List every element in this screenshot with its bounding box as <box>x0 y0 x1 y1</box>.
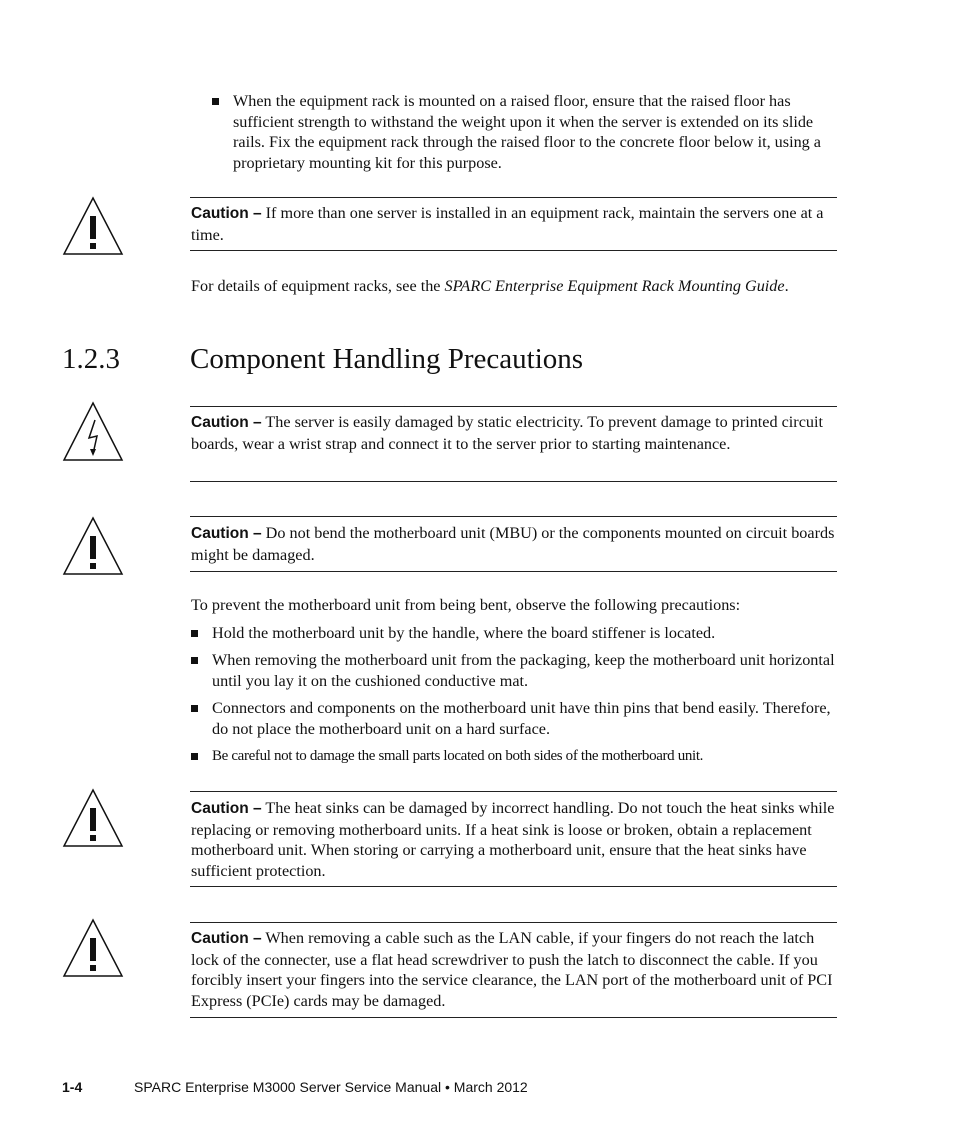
caution-label: Caution – <box>191 205 262 222</box>
bullet-marker <box>191 657 198 664</box>
caution-block <box>191 523 839 565</box>
caution-text: Do not bend the motherboard unit (MBU) or the components mounted on circuit boards might be damaged. <box>191 524 835 564</box>
raised-floor-bullet: When the equipment rack is mounted on a raised floor, ensure that the raised floor has sufficient strength to withstand the weight upon it when the server is extended on its slide rails. Fix the equipment rack through the raised floor to the concrete floor below it, using a proprietary mounting kit for this purpose. <box>233 92 821 172</box>
caution-bottom-rule <box>190 886 837 887</box>
caution-top-rule <box>190 406 837 407</box>
warning-icon <box>62 788 124 848</box>
footer-text <box>134 1079 528 1095</box>
caution-top-rule <box>190 922 837 923</box>
caution-block <box>191 798 839 881</box>
manual-title: SPARC Enterprise M3000 Server Service Manual <box>134 1079 442 1095</box>
racks-suffix: . <box>784 277 789 295</box>
caution-bottom-rule <box>190 481 837 482</box>
caution-top-rule <box>190 516 837 517</box>
list-item: When removing the motherboard unit from the packaging, keep the motherboard unit horizontal until you lay it on the cushioned conductive mat. <box>212 651 835 690</box>
bullet-marker <box>191 630 198 637</box>
caution-text: The heat sinks can be damaged by incorrect handling. Do not touch the heat sinks while replacing or removing motherboard units. If a heat sink is loose or broken, obtain a replacement motherboard unit. When storing or carrying a motherboard unit, ensure that the heat sinks have sufficient protection. <box>191 799 835 880</box>
caution-top-rule <box>190 791 837 792</box>
caution-bottom-rule <box>190 250 837 251</box>
warning-icon <box>62 516 124 576</box>
racks-prefix: For details of equipment racks, see the <box>191 277 445 295</box>
page-number: 1-4 <box>62 1079 83 1095</box>
bullet-marker <box>212 98 219 105</box>
warning-icon <box>62 918 124 978</box>
caution-block <box>191 928 839 1011</box>
section-number: 1.2.3 <box>62 343 120 375</box>
caution-bottom-rule <box>190 571 837 572</box>
caution-text: The server is easily damaged by static electricity. To prevent damage to printed circuit boards, wear a wrist strap and connect it to the server prior to starting maintenance. <box>191 413 823 453</box>
caution-block <box>191 412 839 454</box>
precautions-intro: To prevent the motherboard unit from being bent, observe the following precautions: <box>191 596 741 614</box>
caution-text: If more than one server is installed in an equipment rack, maintain the servers one at a time. <box>191 204 824 244</box>
lightning-warning-icon <box>62 401 124 462</box>
caution-label: Caution – <box>191 414 262 431</box>
footer-date: March 2012 <box>453 1079 528 1095</box>
caution-bottom-rule <box>190 1017 837 1018</box>
list-item: Connectors and components on the motherboard unit have thin pins that bend easily. Therefore, do not place the motherboard unit on a hard surface. <box>212 699 831 738</box>
section-title: Component Handling Precautions <box>190 343 584 375</box>
caution-label: Caution – <box>191 525 262 542</box>
caution-block <box>191 203 839 245</box>
bullet-marker <box>191 705 198 712</box>
warning-icon <box>62 196 124 256</box>
caution-text: When removing a cable such as the LAN cable, if your fingers do not reach the latch lock of the connecter, use a flat head screwdriver to push the latch to disconnect the cable. If you forcibly insert your fingers into the service clearance, the LAN port of the motherboard unit of PCI Express (PCIe) cards may be damaged. <box>191 929 833 1010</box>
caution-top-rule <box>190 197 837 198</box>
caution-label: Caution – <box>191 800 262 817</box>
footer-separator: • <box>444 1079 450 1095</box>
bullet-marker <box>191 753 198 760</box>
guide-title: SPARC Enterprise Equipment Rack Mounting Guide <box>444 277 785 295</box>
racks-paragraph <box>191 276 851 297</box>
list-item: Hold the motherboard unit by the handle, where the board stiffener is located. <box>212 624 716 642</box>
caution-label: Caution – <box>191 930 262 947</box>
list-item: Be careful not to damage the small parts located on both sides of the motherboard unit. <box>212 748 704 764</box>
